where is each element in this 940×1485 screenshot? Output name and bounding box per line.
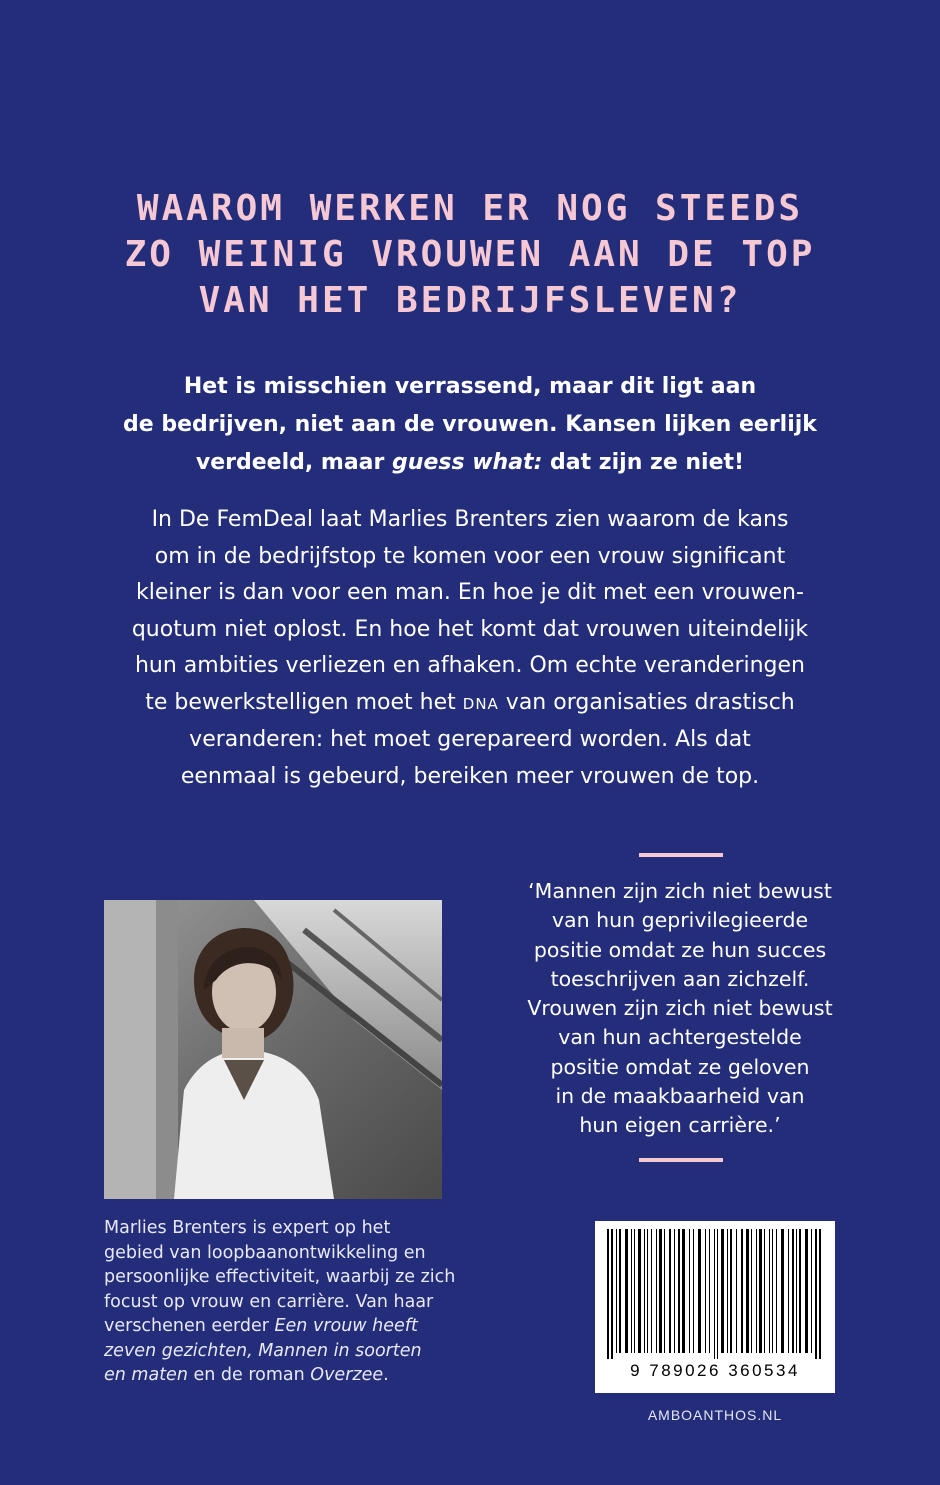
barcode-bar <box>788 1229 789 1353</box>
book-title: Overzee <box>310 1365 384 1385</box>
barcode-bar <box>634 1229 635 1353</box>
bio-line <box>104 1339 504 1364</box>
bio-line: gebied van loopbaanontwikkeling en <box>104 1242 426 1263</box>
barcode-bar <box>764 1229 765 1353</box>
headline-line: VAN HET BEDRIJFSLEVEN? <box>198 280 742 321</box>
barcode-bar <box>669 1229 671 1353</box>
barcode-bar <box>689 1229 690 1353</box>
lead-emphasis: guess what: <box>392 450 543 475</box>
barcode-bar <box>647 1229 648 1353</box>
bio-line <box>104 1314 504 1339</box>
author-photo <box>104 900 442 1199</box>
barcode-bars <box>595 1221 835 1361</box>
lead-line: de bedrijven, niet aan de vrouwen. Kansen lijken eerlijk <box>123 412 817 437</box>
lead-paragraph <box>0 368 940 482</box>
barcode-bar <box>651 1229 652 1353</box>
pull-quote <box>488 877 872 1141</box>
quote-bottom-rule <box>639 1158 723 1162</box>
barcode-bar <box>741 1229 743 1353</box>
headline-line: WAAROM WERKEN ER NOG STEEDS <box>136 188 804 229</box>
blurb-line: eenmaal is gebeurd, bereiken meer vrouwen de top. <box>180 763 760 789</box>
book-title: Een vrouw heeft <box>274 1316 418 1336</box>
barcode-bar <box>815 1229 817 1359</box>
blurb-text: te bewerkstelligen moet het <box>145 689 463 715</box>
lead-text: dat zijn ze niet! <box>542 450 745 475</box>
headline <box>0 186 940 324</box>
blurb-paragraph <box>0 502 940 795</box>
barcode-bar <box>751 1229 752 1353</box>
barcode-bar <box>705 1229 706 1353</box>
blurb-text: van organisaties drastisch <box>498 689 795 715</box>
barcode-bar <box>717 1229 718 1359</box>
barcode-bar <box>756 1229 757 1353</box>
barcode-bar <box>721 1229 724 1353</box>
author-bio <box>104 1216 504 1388</box>
quote-line: in de maakbaarheid van <box>555 1084 805 1109</box>
barcode-bar <box>638 1229 641 1353</box>
barcode-bar <box>682 1229 685 1353</box>
barcode-bar <box>772 1229 773 1353</box>
bio-line: persoonlijke effectiviteit, waarbij ze zich <box>104 1267 456 1287</box>
bio-text: verschenen eerder <box>104 1316 275 1336</box>
barcode-bar <box>616 1229 617 1353</box>
bio-text: en de roman <box>187 1365 311 1385</box>
blurb-line: hun ambities verliezen en afhaken. Om echte veranderingen <box>134 653 805 678</box>
barcode <box>595 1221 835 1393</box>
barcode-bar <box>759 1229 762 1353</box>
book-title: en maten <box>104 1365 188 1385</box>
barcode-bar <box>709 1229 710 1353</box>
blurb-line: veranderen: het moet gerepareerd worden. Als dat <box>189 727 751 752</box>
barcode-bar <box>693 1229 694 1353</box>
quote-line: van hun achtergestelde <box>558 1025 802 1050</box>
barcode-bar <box>656 1229 657 1353</box>
barcode-bar <box>819 1229 821 1359</box>
blurb-line: om in de bedrijfstop te komen voor een vrouw significant <box>154 543 786 569</box>
headline-line: ZO WEINIG VROUWEN AAN DE TOP <box>124 234 816 275</box>
quote-line: positie omdat ze hun succes <box>533 937 827 962</box>
barcode-bar <box>631 1229 632 1353</box>
barcode-bar <box>625 1229 628 1353</box>
barcode-bar <box>796 1229 797 1353</box>
barcode-bar <box>730 1229 732 1353</box>
barcode-bar <box>644 1229 645 1353</box>
barcode-bar <box>698 1229 701 1353</box>
barcode-bar <box>664 1229 665 1353</box>
blurb-line: quotum niet oplost. En hoe het komt dat vrouwen uiteindelijk <box>131 616 809 642</box>
barcode-bar <box>799 1229 801 1353</box>
quote-line: van hun geprivilegieerde <box>551 908 809 933</box>
lead-text: verdeeld, maar <box>195 450 393 475</box>
quote-line: Vrouwen zijn zich niet bewust <box>527 996 833 1021</box>
blurb-line: In De FemDeal laat Marlies Brenters zien waarom de kans <box>151 507 789 532</box>
publisher-url: AMBOANTHOS.NL <box>647 1407 783 1423</box>
isbn-number: 9 789026 360534 <box>630 1361 800 1380</box>
quote-line: toeschrijven aan zichzelf. <box>550 966 810 991</box>
barcode-bar <box>659 1229 662 1353</box>
barcode-bar <box>746 1229 749 1353</box>
quote-line: ‘Mannen zijn zich niet bewust <box>528 879 832 903</box>
quote-top-rule <box>639 853 723 857</box>
lead-line <box>0 444 940 482</box>
barcode-bar <box>714 1229 715 1359</box>
blurb-line: kleiner is dan voor een man. En hoe je dit met een vrouwen- <box>136 580 804 605</box>
barcode-bar <box>674 1229 675 1353</box>
barcode-bar <box>678 1229 680 1353</box>
blurb-line <box>0 685 940 723</box>
barcode-bar <box>727 1229 728 1353</box>
dna-abbreviation: DNA <box>462 694 499 713</box>
barcode-bar <box>611 1229 613 1359</box>
barcode-bar <box>736 1229 737 1353</box>
barcode-bar <box>805 1229 808 1353</box>
quote-line: hun eigen carrière.’ <box>579 1113 781 1138</box>
quote-line: positie omdat ze geloven <box>550 1054 810 1079</box>
lead-line: Het is misschien verrassend, maar dit ligt aan <box>183 374 757 399</box>
barcode-bar <box>776 1229 777 1353</box>
bio-text: . <box>383 1365 389 1385</box>
barcode-bar <box>792 1229 794 1353</box>
bio-line <box>104 1363 504 1388</box>
bio-line: Marlies Brenters is expert op het <box>104 1218 391 1238</box>
book-title: zeven gezichten, Mannen in soorten <box>104 1340 422 1361</box>
barcode-bar <box>781 1229 784 1353</box>
barcode-bar <box>619 1229 621 1353</box>
barcode-bar <box>811 1229 812 1353</box>
bio-line: focust op vrouw en carrière. Van haar <box>104 1291 434 1312</box>
barcode-bar <box>769 1229 770 1353</box>
barcode-bar <box>607 1229 609 1359</box>
